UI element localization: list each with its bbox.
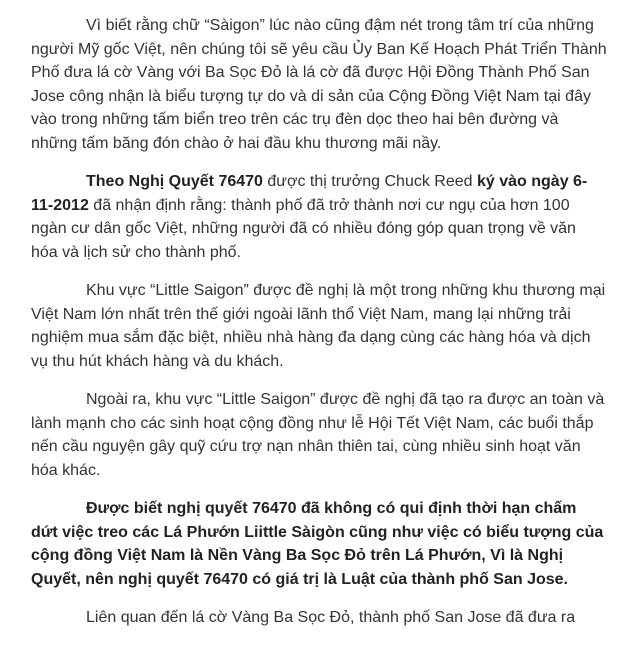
paragraph-resolution-76470 (31, 170, 607, 264)
resolution-title: Theo Nghị Quyết 76470 (86, 173, 263, 190)
signing-date: ký vào ngày 6-11-2012 (31, 173, 588, 214)
paragraph-community-activities: Ngoài ra, khu vực “Little Saigon” được đề nghị đã tạo ra được an toàn và lành mạnh cho các sinh hoạt cộng đồng như lễ Hội Tết Việt Nam, các buổi thắp nến cầu nguyện gây quỹ cứu trợ nạn nhân thiên tai, cùng nhiều sinh hoạt văn hóa khác. (31, 391, 605, 479)
paragraph-text: đã nhận định rằng: thành phố đã trở thành nơi cư ngụ của hơn 100 ngàn cư dân gốc Việt, những người đã có nhiều đóng góp quan trọng về văn hóa và lịch sử cho thành phố. (31, 196, 576, 261)
paragraph-flag: Liên quan đến lá cờ Vàng Ba Sọc Đỏ, thành phố San Jose đã đưa ra (86, 609, 576, 626)
paragraph-commercial-area: Khu vực “Little Saigon” được đề nghị là một trong những khu thương mại Việt Nam lớn nhất trên thế giới ngoài lãnh thổ Việt Nam, mang lại những trải nghiệm mua sắm đặc biệt, nhiều nhà hàng đa dạng cùng các hàng hóa và dịch vụ thu hút khách hàng và du khách. (31, 282, 606, 370)
paragraph-saigon-name: Vì biết rằng chữ “Sàigon” lúc nào cũng đậm nét trong tâm trí của những người Mỹ gốc Việt, nên chúng tôi sẽ yêu cầu Ủy Ban Kế Hoạch Phát Triển Thành Phố đưa lá cờ Vàng với Ba Sọc Đỏ là lá cờ đã được Hội Đồng Thành Phố San Jose công nhận là biểu tượng tự do và di sản của Cộng Đồng Việt Nam tại đây vào trong những tấm biển treo trên các trụ đèn dọc theo hai bên đường và những tấm băng đón chào ở hai đầu khu thương mãi nầy. (31, 17, 607, 152)
paragraph-text: được thị trưởng Chuck Reed (262, 173, 477, 190)
paragraph-banner-law: Được biết nghị quyết 76470 đã không có qui định thời hạn chấm dứt việc treo các Lá Phướn Liittle Sàigòn cũng như việc có biểu tượng của cộng đồng Việt Nam là Nền Vàng Ba Sọc Đỏ trên Lá Phướn, Vì là Nghị Quyết, nên nghị quyết 76470 có giá trị là Luật của thành phố San Jose. (31, 500, 604, 588)
